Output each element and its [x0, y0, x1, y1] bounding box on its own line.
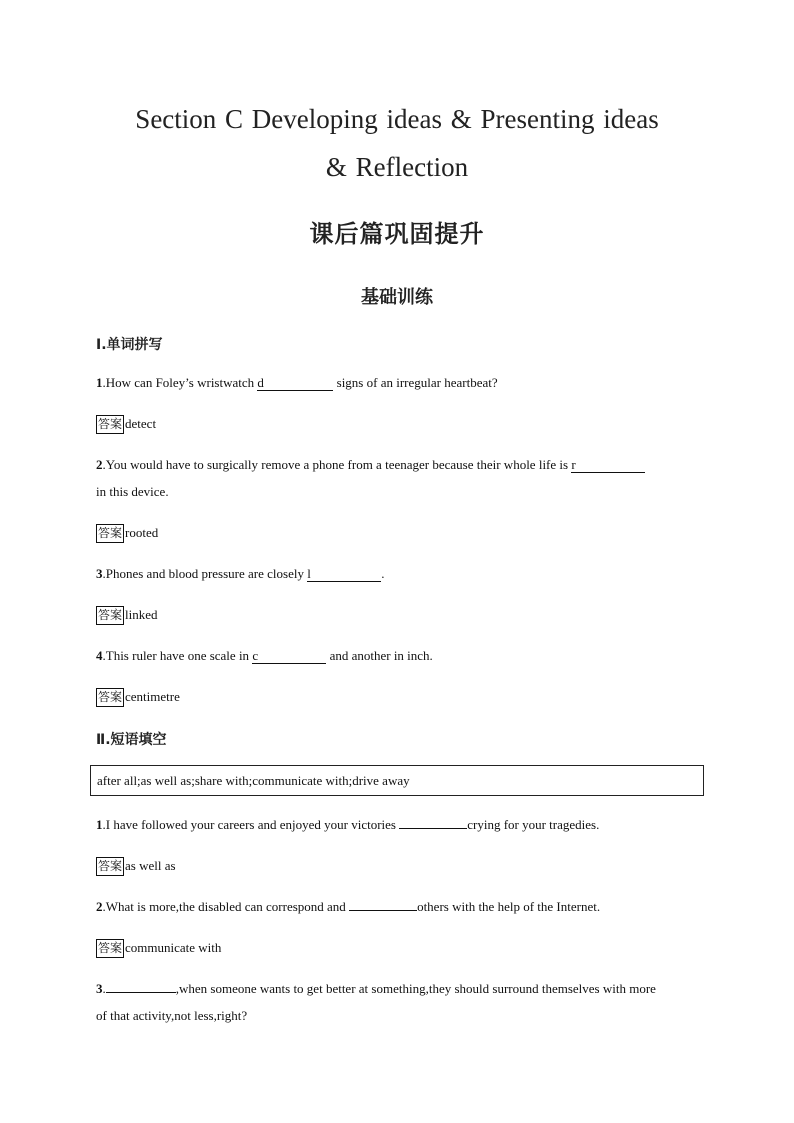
answer-text: linked — [125, 607, 158, 622]
question-text: .How can Foley’s wristwatch — [102, 375, 258, 390]
part1-heading: Ⅰ.单词拼写 — [96, 337, 163, 353]
hint-letter: d — [257, 375, 264, 390]
question-number: 3 — [96, 981, 103, 996]
question-number: 4 — [96, 648, 103, 663]
part1-question-2 — [96, 451, 706, 505]
answer-text: rooted — [125, 525, 159, 540]
answer-blank — [399, 814, 467, 829]
part1-question-1 — [96, 369, 706, 396]
part2-answer-2 — [96, 938, 221, 958]
page-title-line1: Section C Developing ideas & Presenting ideas — [135, 104, 659, 134]
question-number: 1 — [96, 375, 103, 390]
answer-blank — [252, 649, 326, 664]
question-number: 1 — [96, 817, 103, 832]
part2-heading: Ⅱ.短语填空 — [96, 732, 167, 748]
hint-letter: c — [252, 648, 259, 663]
answer-label: 答案 — [96, 857, 124, 876]
question-text: .You would have to surgically remove a phone from a teenager because their whole life is — [102, 457, 572, 472]
question-text: crying for your tragedies. — [467, 817, 600, 832]
page-subtitle: 课后篇巩固提升 — [309, 219, 485, 248]
word-bank-box — [90, 765, 704, 796]
answer-label: 答案 — [96, 524, 124, 543]
part2-question-1 — [96, 811, 706, 838]
answer-blank — [106, 978, 176, 993]
part1-answer-1 — [96, 414, 156, 434]
question-text: .This ruler have one scale in — [102, 648, 253, 663]
question-text: . — [381, 566, 385, 581]
question-text: .Phones and blood pressure are closely — [102, 566, 308, 581]
hint-letter: r — [571, 457, 576, 472]
section-heading: 基础训练 — [361, 287, 433, 308]
question-text: . — [102, 981, 106, 996]
answer-text: communicate with — [125, 940, 222, 955]
word-bank-text: after all;as well as;share with;communicate with;drive away — [97, 772, 410, 788]
answer-blank — [349, 896, 417, 911]
question-number: 3 — [96, 566, 103, 581]
page-title-line2: & Reflection — [325, 152, 469, 182]
question-number: 2 — [96, 457, 103, 472]
hint-letter: l — [307, 566, 311, 581]
question-text: and another in inch. — [326, 648, 433, 663]
answer-label: 答案 — [96, 688, 124, 707]
question-text: .I have followed your careers and enjoyed your victories — [102, 817, 400, 832]
question-text: signs of an irregular heartbeat? — [333, 375, 498, 390]
question-number: 2 — [96, 899, 103, 914]
answer-label: 答案 — [96, 415, 124, 434]
answer-blank — [571, 458, 645, 473]
question-text: of that activity,not less,right? — [96, 1008, 248, 1023]
answer-text: centimetre — [125, 689, 180, 704]
question-text: .What is more,the disabled can correspond and — [102, 899, 350, 914]
question-text: others with the help of the Internet. — [417, 899, 601, 914]
answer-label: 答案 — [96, 606, 124, 625]
part1-question-4 — [96, 642, 706, 669]
part1-answer-3 — [96, 605, 158, 625]
answer-label: 答案 — [96, 939, 124, 958]
question-text: in this device. — [96, 484, 169, 499]
answer-blank — [257, 376, 333, 391]
part2-question-2 — [96, 893, 706, 920]
answer-text: detect — [125, 416, 157, 431]
answer-blank — [307, 567, 381, 582]
answer-text: as well as — [125, 858, 176, 873]
part2-answer-1 — [96, 856, 176, 876]
part1-answer-2 — [96, 523, 158, 543]
part1-answer-4 — [96, 687, 180, 707]
question-text: ,when someone wants to get better at something,they should surround themselves with more — [175, 981, 656, 996]
part1-question-3 — [96, 560, 706, 587]
part2-question-3 — [96, 975, 706, 1029]
